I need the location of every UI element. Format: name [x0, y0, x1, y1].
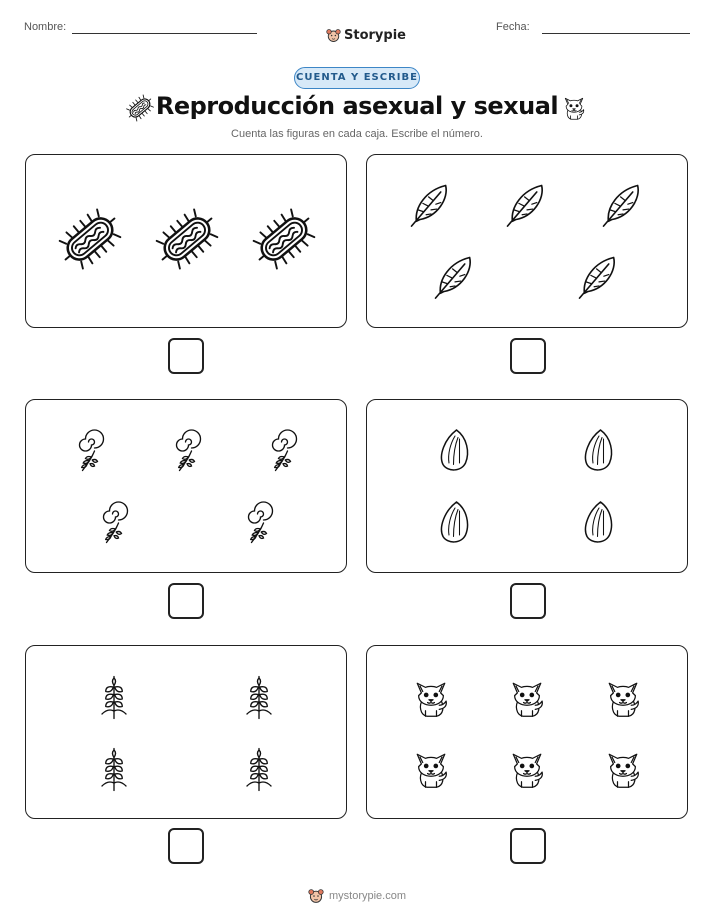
fern-icon: [66, 424, 114, 478]
wolf-pup-icon: [601, 741, 645, 795]
count-box-2: [366, 154, 688, 328]
footer: [0, 888, 714, 904]
answer-box-4[interactable]: [510, 583, 546, 619]
date-label: Fecha:: [496, 21, 530, 33]
wolf-pup-icon: [601, 670, 645, 724]
storypie-logo-icon: [326, 28, 341, 43]
wolf-pup-icon: [409, 670, 453, 724]
activity-badge: CUENTA Y ESCRIBE: [294, 67, 420, 89]
fern-icon: [90, 496, 138, 550]
name-label: Nombre:: [24, 21, 67, 33]
instructions: Cuenta las figuras en cada caja. Escribe el número.: [231, 128, 483, 140]
feather-icon: [573, 249, 625, 305]
bacteria-icon: [56, 205, 124, 273]
feather-icon: [405, 177, 457, 233]
seed-icon: [575, 496, 623, 550]
fern-icon: [163, 424, 211, 478]
answer-box-3[interactable]: [168, 583, 204, 619]
answer-box-5[interactable]: [168, 828, 204, 864]
brand-name: Storypie: [344, 28, 406, 43]
seed-icon: [431, 496, 479, 550]
wheat-icon: [235, 740, 283, 796]
feather-icon: [597, 177, 649, 233]
bacteria-icon: [250, 205, 318, 273]
count-box-1: [25, 154, 347, 328]
feather-icon: [429, 249, 481, 305]
wolf-pup-icon: [505, 670, 549, 724]
name-field[interactable]: [72, 33, 257, 34]
wheat-icon: [90, 668, 138, 724]
brand-logo: [326, 28, 406, 43]
count-box-6: [366, 645, 688, 819]
wolf-pup-icon: [409, 741, 453, 795]
fern-icon: [235, 496, 283, 550]
header: [0, 14, 714, 44]
seed-icon: [431, 424, 479, 478]
wheat-icon: [90, 740, 138, 796]
fern-icon: [259, 424, 307, 478]
answer-box-2[interactable]: [510, 338, 546, 374]
wolf-pup-icon: [560, 92, 588, 122]
count-box-5: [25, 645, 347, 819]
count-box-4: [366, 399, 688, 573]
wolf-pup-icon: [505, 741, 549, 795]
bacteria-icon: [153, 205, 221, 273]
seed-icon: [575, 424, 623, 478]
answer-box-1[interactable]: [168, 338, 204, 374]
answer-box-6[interactable]: [510, 828, 546, 864]
feather-icon: [501, 177, 553, 233]
wheat-icon: [235, 668, 283, 724]
count-box-3: [25, 399, 347, 573]
date-field[interactable]: [542, 33, 690, 34]
footer-url[interactable]: mystorypie.com: [328, 890, 407, 902]
storypie-logo-icon: [308, 888, 324, 904]
page-title: Reproducción asexual y sexual: [155, 92, 559, 120]
